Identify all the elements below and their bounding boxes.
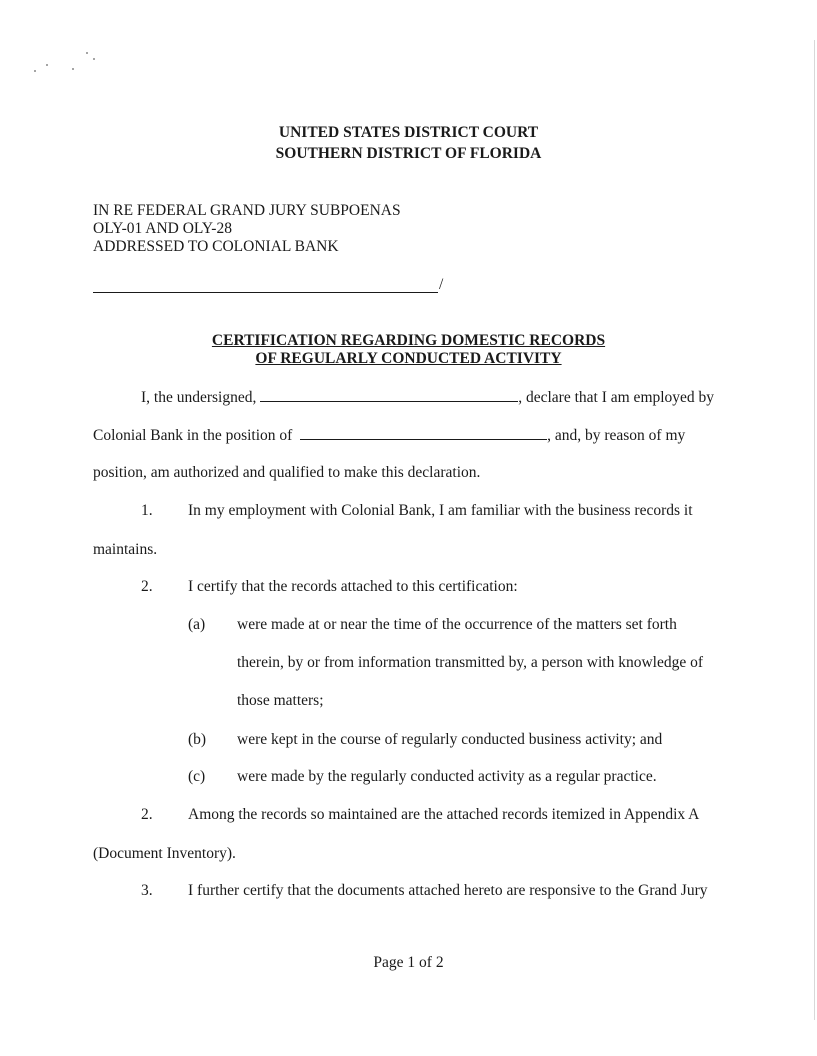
- document-title-line-1: CERTIFICATION REGARDING DOMESTIC RECORDS: [211, 332, 606, 349]
- scan-edge: [814, 40, 815, 1020]
- page-number: Page 1 of 2: [373, 954, 444, 971]
- para-4-line-1: I further certify that the documents attached hereto are responsive to the Grand Jury: [188, 882, 708, 899]
- caption-line-3: ADDRESSED TO COLONIAL BANK: [93, 238, 339, 255]
- document-title-line-2: OF REGULARLY CONDUCTED ACTIVITY: [255, 350, 562, 367]
- scan-speck: [72, 68, 74, 70]
- item-c-label: (c): [188, 768, 206, 785]
- scan-speck: [46, 64, 48, 66]
- item-a-line-3: those matters;: [237, 692, 324, 709]
- court-district: SOUTHERN DISTRICT OF FLORIDA: [275, 145, 542, 162]
- para-2-number: 2.: [141, 578, 153, 595]
- item-b-text: were kept in the course of regularly conducted business activity; and: [237, 731, 663, 748]
- intro-line-2: [93, 427, 719, 445]
- caption-line-2: OLY-01 AND OLY-28: [93, 220, 232, 237]
- intro-position-label: Colonial Bank in the position of: [93, 427, 293, 444]
- para-2-text: I certify that the records attached to this certification:: [188, 578, 518, 595]
- position-blank[interactable]: [300, 427, 547, 440]
- court-name: UNITED STATES DISTRICT COURT: [278, 124, 539, 141]
- item-a-line-1: were made at or near the time of the occurrence of the matters set forth: [237, 616, 677, 633]
- para-3-line-1: Among the records so maintained are the attached records itemized in Appendix A: [188, 806, 700, 823]
- scan-speck: [34, 70, 36, 72]
- intro-line-1: [141, 389, 719, 407]
- item-c-text: were made by the regularly conducted activity as a regular practice.: [237, 768, 657, 785]
- scan-speck: [86, 52, 88, 54]
- para-1-line-1: In my employment with Colonial Bank, I am familiar with the business records it: [188, 502, 693, 519]
- intro-employed: , declare that I am employed by: [518, 389, 715, 406]
- intro-reason: , and, by reason of my: [547, 427, 686, 444]
- intro-undersigned: I, the undersigned,: [141, 389, 257, 406]
- caption-line-1: IN RE FEDERAL GRAND JURY SUBPOENAS: [93, 202, 401, 219]
- para-3-number: 2.: [141, 806, 153, 823]
- name-blank[interactable]: [260, 389, 518, 402]
- para-3-line-2: (Document Inventory).: [93, 845, 236, 862]
- intro-line-3: position, am authorized and qualified to make this declaration.: [93, 464, 481, 481]
- item-b-label: (b): [188, 731, 207, 748]
- item-a-line-2: therein, by or from information transmitted by, a person with knowledge of: [237, 654, 704, 671]
- para-4-number: 3.: [141, 882, 153, 899]
- caption-slash: /: [439, 276, 444, 293]
- scan-speck: [93, 58, 95, 60]
- item-a-label: (a): [188, 616, 206, 633]
- para-1-number: 1.: [141, 502, 153, 519]
- para-1-line-2: maintains.: [93, 541, 158, 558]
- caption-rule: [93, 292, 438, 293]
